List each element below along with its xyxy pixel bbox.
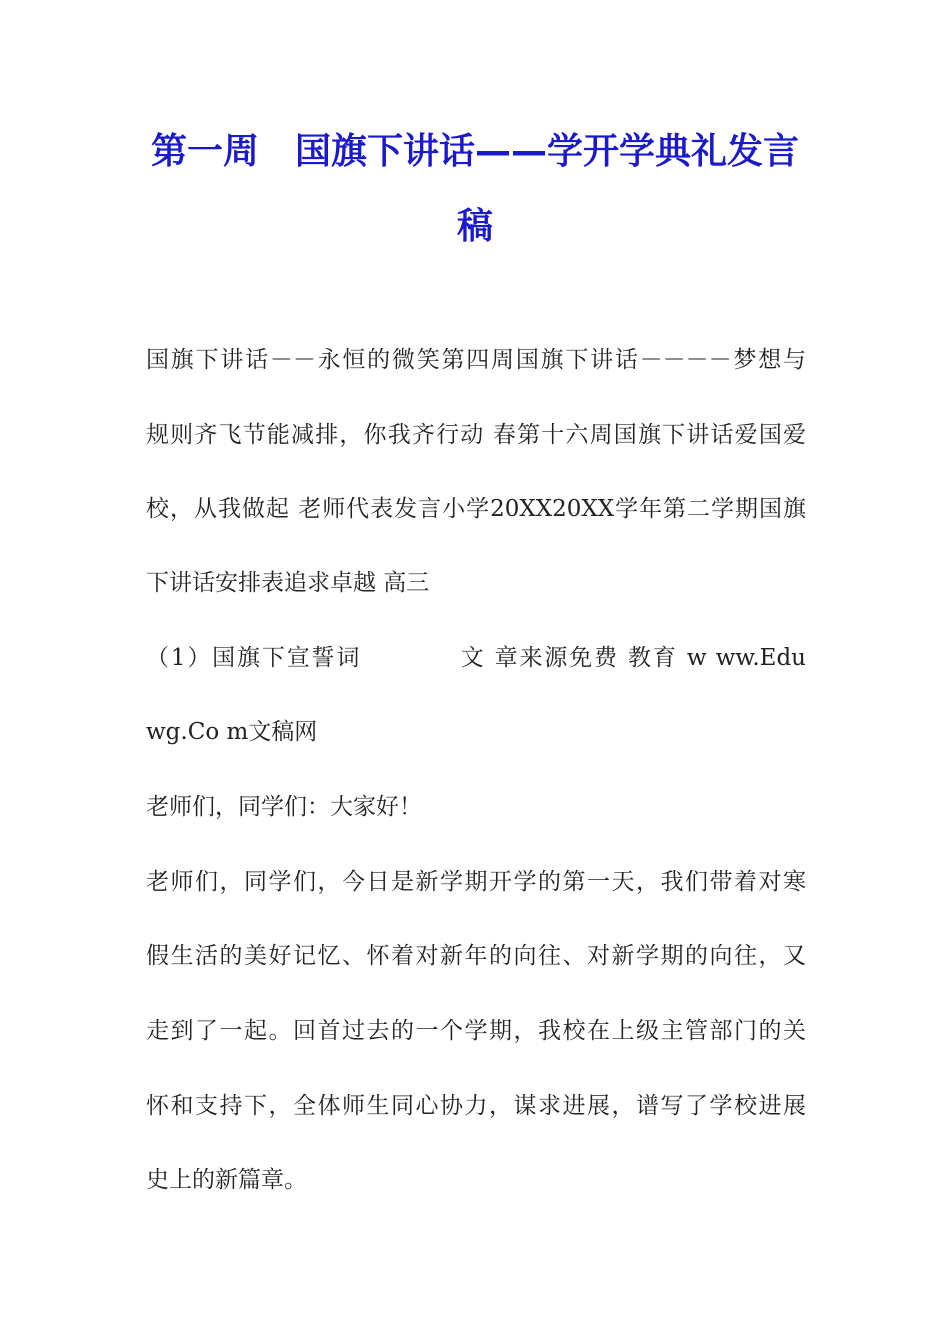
body-line-5: 史上的新篇章。 (146, 1167, 307, 1193)
source-line-2: wg.Co m文稿网 (146, 719, 318, 745)
body-line-1: 老师们，同学们，今日是新学期开学的第一天，我们带着对寒 (146, 869, 806, 895)
body-line-3: 走到了一起。回首过去的一个学期，我校在上级主管部门的关 (146, 1018, 806, 1044)
intro-line-4: 下讲话安排表追求卓越 高三 (146, 570, 430, 596)
document-title-line-1: 第一周 国旗下讲话——学开学典礼发言 (150, 131, 799, 172)
greeting-line: 老师们，同学们：大家好！ (146, 794, 422, 820)
document-title-line-2: 稿 (456, 206, 493, 247)
intro-line-1: 国旗下讲话－－永恒的微笑第四周国旗下讲话－－－－梦想与 (146, 347, 806, 373)
source-line-1: （1）国旗下宣誓词 文 章来源免费 教育 w ww.Edu (146, 645, 806, 671)
body-line-4: 怀和支持下，全体师生同心协力，谋求进展，谱写了学校进展 (146, 1093, 806, 1119)
body-line-2: 假生活的美好记忆、怀着对新年的向往、对新学期的向往，又 (146, 943, 806, 969)
intro-line-3: 校，从我做起 老师代表发言小学20XX20XX学年第二学期国旗 (146, 496, 806, 522)
intro-line-2: 规则齐飞节能减排，你我齐行动 春第十六周国旗下讲话爱国爱 (146, 422, 806, 448)
